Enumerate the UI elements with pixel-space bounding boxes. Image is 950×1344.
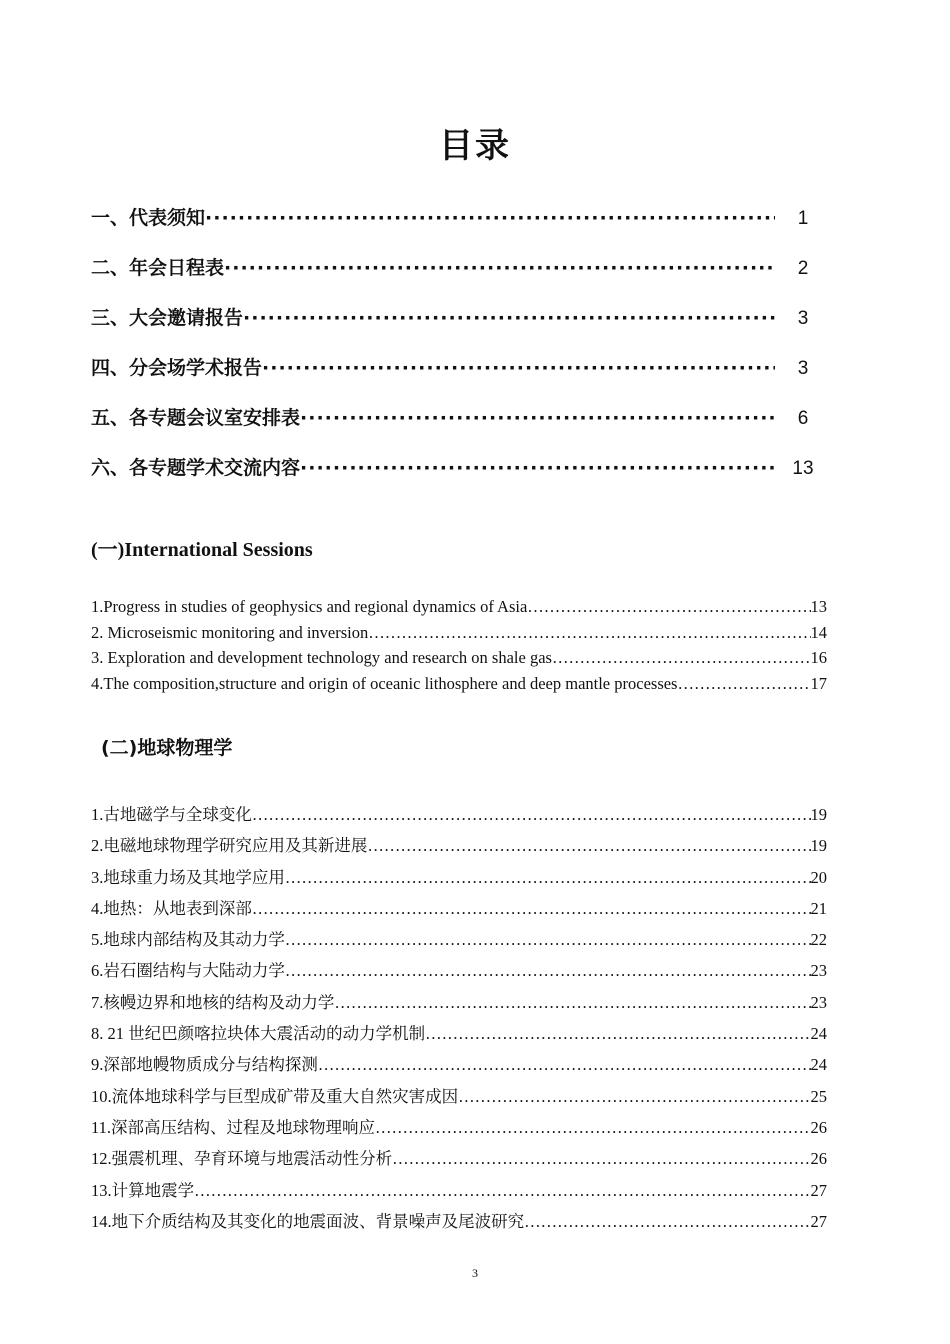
toc-entry-page: 2 <box>797 258 809 279</box>
toc-leader-dots <box>262 357 775 379</box>
toc-subentry[interactable] <box>91 989 827 1020</box>
toc-subentry[interactable] <box>91 926 827 957</box>
toc-leader-dots <box>392 1149 810 1169</box>
international-sessions-list <box>91 597 827 699</box>
toc-entry[interactable] <box>91 203 821 253</box>
toc-subentry[interactable] <box>91 674 827 700</box>
toc-leader-dots <box>224 257 775 279</box>
toc-major-sections <box>91 203 821 503</box>
toc-entry[interactable] <box>91 303 821 353</box>
toc-subentry-page: 20 <box>810 867 827 887</box>
toc-leader-dots <box>252 899 811 919</box>
toc-subentry-page: 22 <box>810 930 827 950</box>
toc-subentry-page: 21 <box>810 898 827 918</box>
toc-subentry-page: 17 <box>810 673 827 693</box>
toc-leader-dots <box>375 1118 810 1138</box>
toc-entry[interactable] <box>91 353 821 403</box>
toc-leader-dots <box>458 1087 810 1107</box>
toc-entry-label: 六、各专题学术交流内容 <box>91 457 301 479</box>
geophysics-list <box>91 801 827 1239</box>
toc-subentry-page: 16 <box>810 648 827 667</box>
toc-subentry-label: 7.核幔边界和地核的结构及动力学 <box>91 992 335 1012</box>
toc-subentry-label: 3. Exploration and development technology and research on shale gas <box>91 648 552 667</box>
toc-entry-page: 6 <box>797 408 809 429</box>
toc-subentry-page: 27 <box>810 1180 827 1200</box>
toc-subentry-label: 10.流体地球科学与巨型成矿带及重大自然灾害成因 <box>91 1086 459 1106</box>
toc-entry-label: 五、各专题会议室安排表 <box>91 407 301 429</box>
toc-subentry-label: 9.深部地幔物质成分与结构探测 <box>91 1055 318 1075</box>
toc-subentry[interactable] <box>91 832 827 863</box>
toc-leader-dots <box>367 836 810 856</box>
toc-subentry-label: 11.深部高压结构、过程及地球物理响应 <box>91 1117 376 1137</box>
toc-subentry[interactable] <box>91 1208 827 1239</box>
toc-subentry-page: 26 <box>810 1149 827 1169</box>
toc-entry-label: 三、大会邀请报告 <box>91 307 244 329</box>
toc-leader-dots <box>524 1212 810 1232</box>
toc-subentry-label: 2. Microseismic monitoring and inversion <box>91 622 369 642</box>
toc-subentry[interactable] <box>91 864 827 895</box>
toc-entry[interactable] <box>91 403 821 453</box>
toc-entry[interactable] <box>91 253 821 303</box>
toc-leader-dots <box>425 1024 810 1044</box>
toc-entry-label: 一、代表须知 <box>91 207 206 229</box>
toc-subentry-page: 19 <box>810 836 827 856</box>
page-title: 目录 <box>439 126 511 166</box>
toc-subentry[interactable] <box>91 801 827 832</box>
toc-subentry[interactable] <box>91 1083 827 1114</box>
toc-subentry-page: 23 <box>810 961 827 981</box>
international-sessions-heading: (一)International Sessions <box>91 539 313 561</box>
toc-subentry[interactable] <box>91 597 827 623</box>
toc-subentry-page: 13 <box>810 597 827 616</box>
toc-leader-dots <box>252 805 811 825</box>
toc-subentry-label: 4.The composition,structure and origin of oceanic lithosphere and deep mantle processes <box>91 673 678 693</box>
toc-entry-page: 1 <box>797 208 809 229</box>
toc-leader-dots <box>368 623 810 643</box>
toc-subentry-label: 14.地下介质结构及其变化的地震面波、背景噪声及尾波研究 <box>91 1211 525 1231</box>
toc-subentry[interactable] <box>91 957 827 988</box>
geophysics-heading: (二)地球物理学 <box>101 737 233 759</box>
toc-subentry-page: 26 <box>810 1117 827 1137</box>
toc-subentry[interactable] <box>91 623 827 649</box>
toc-subentry-label: 13.计算地震学 <box>91 1180 195 1200</box>
toc-subentry-page: 14 <box>810 622 827 642</box>
toc-subentry[interactable] <box>91 1051 827 1082</box>
toc-leader-dots <box>334 993 810 1013</box>
toc-leader-dots <box>552 648 811 668</box>
toc-entry-page: 3 <box>797 358 809 379</box>
toc-leader-dots <box>300 457 775 479</box>
toc-subentry[interactable] <box>91 1114 827 1145</box>
toc-subentry[interactable] <box>91 648 827 674</box>
toc-subentry-page: 19 <box>810 805 827 824</box>
toc-subentry-label: 1.Progress in studies of geophysics and regional dynamics of Asia <box>91 597 528 616</box>
toc-subentry-label: 12.强震机理、孕育环境与地震活动性分析 <box>91 1149 393 1169</box>
toc-subentry-label: 1.古地磁学与全球变化 <box>91 805 252 824</box>
toc-leader-dots <box>318 1055 811 1075</box>
toc-leader-dots <box>677 674 810 694</box>
toc-subentry-label: 4.地热：从地表到深部 <box>91 898 252 918</box>
page-number: 3 <box>472 1266 478 1280</box>
toc-subentry-page: 27 <box>810 1211 827 1231</box>
toc-leader-dots <box>527 597 810 617</box>
toc-subentry-label: 2.电磁地球物理学研究应用及其新进展 <box>91 836 368 856</box>
toc-leader-dots <box>285 930 811 950</box>
toc-leader-dots <box>194 1181 810 1201</box>
toc-entry-label: 二、年会日程表 <box>91 257 225 279</box>
toc-entry-page: 13 <box>792 458 814 479</box>
toc-leader-dots <box>205 207 775 229</box>
toc-entry[interactable] <box>91 453 821 503</box>
toc-leader-dots <box>285 961 811 981</box>
toc-entry-page: 3 <box>797 308 809 329</box>
toc-leader-dots <box>243 307 775 329</box>
toc-subentry-page: 24 <box>810 1024 827 1044</box>
toc-subentry[interactable] <box>91 1177 827 1208</box>
toc-subentry-label: 6.岩石圈结构与大陆动力学 <box>91 961 285 981</box>
toc-subentry-label: 3.地球重力场及其地学应用 <box>91 867 285 887</box>
toc-subentry-page: 25 <box>810 1086 827 1106</box>
toc-subentry[interactable] <box>91 895 827 926</box>
toc-subentry-page: 24 <box>810 1055 827 1075</box>
toc-subentry[interactable] <box>91 1020 827 1051</box>
toc-leader-dots <box>300 407 775 429</box>
toc-subentry-label: 5.地球内部结构及其动力学 <box>91 930 285 950</box>
toc-leader-dots <box>285 868 811 888</box>
toc-subentry-label: 8. 21 世纪巴颜喀拉块体大震活动的动力学机制 <box>91 1024 426 1044</box>
toc-subentry[interactable] <box>91 1145 827 1176</box>
toc-subentry-page: 23 <box>810 992 827 1012</box>
toc-entry-label: 四、分会场学术报告 <box>91 357 263 379</box>
